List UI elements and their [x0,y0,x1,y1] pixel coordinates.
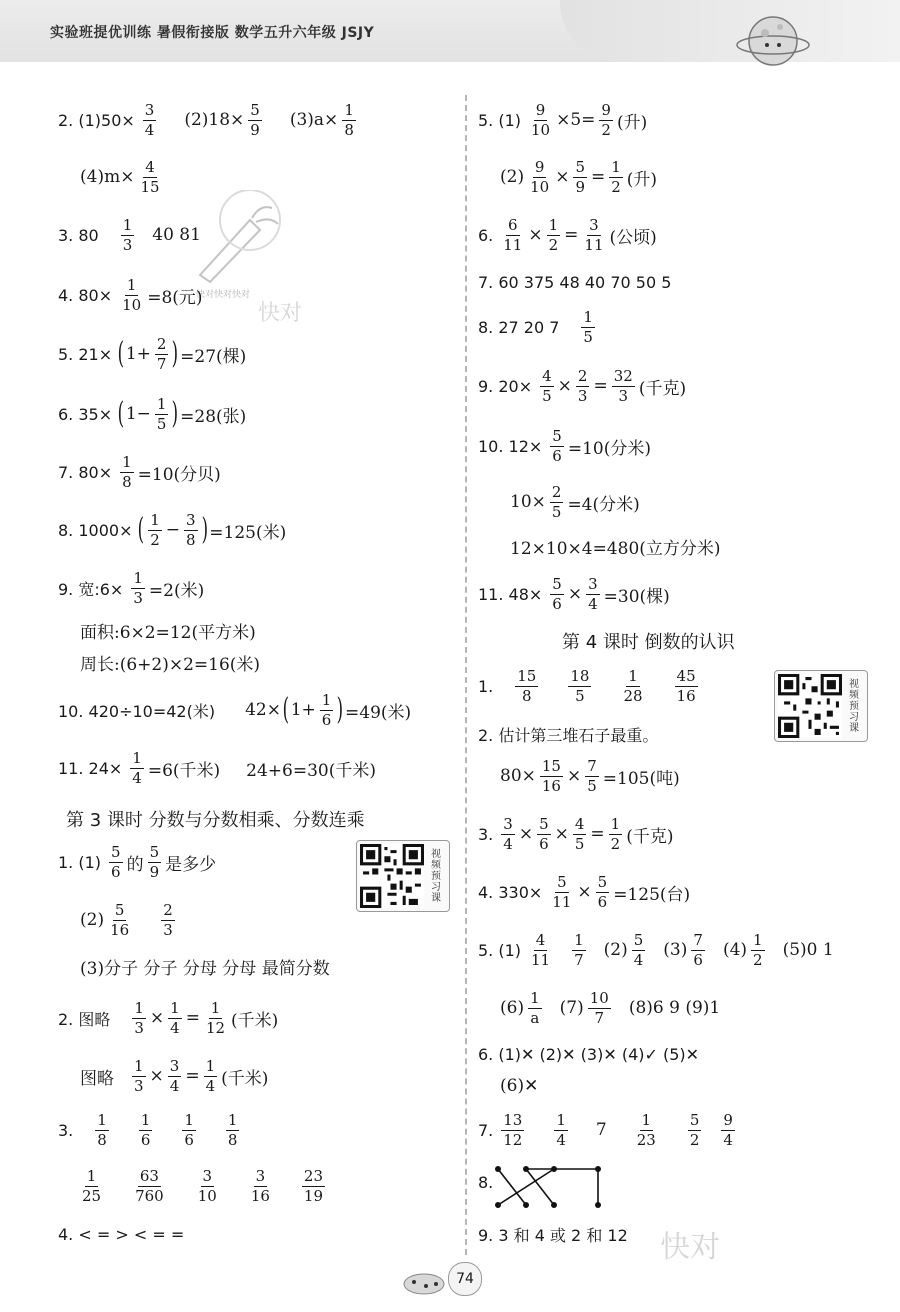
answer-text: (4) [722,940,748,960]
answer-text: × [554,824,569,844]
fraction: $\frac{1}{28}$ [623,666,643,705]
fraction: $\frac{3}{8}$ [186,510,196,549]
answer-text: 5. (1) [478,940,522,960]
fraction: $\frac{1}{7}$ [574,930,584,969]
answer-text: =125(台) [613,884,691,905]
answer-text: 7 [595,1120,607,1140]
fraction: $\frac{45}{16}$ [676,666,696,705]
answer-text: (6) [500,998,525,1018]
answer-text: 3. [58,1120,74,1140]
answer-text: (8)6 9 (9)1 [628,998,721,1018]
answer-text: (千米) [231,1010,279,1031]
answer-text: 8. 1000× [58,520,133,540]
s3-answer-1-row-1 [58,840,216,884]
answer-text: (6)✕ [500,1076,539,1096]
answer-11 [58,746,376,790]
fraction: $\frac{5}{6}$ [539,814,549,853]
fraction: $\frac{7}{5}$ [587,756,597,795]
s4-answer-4 [478,870,690,914]
answer-text: = [590,167,606,187]
answer-text: = [590,824,605,844]
answer-text: 24+6=30(千米) [246,760,377,781]
fraction: $\frac{1}{8}$ [344,100,354,139]
fraction: $\frac{15}{8}$ [517,666,537,705]
column-divider [465,95,467,1255]
s4-answer-1 [478,664,700,708]
answer-text: =28(张) [180,406,247,427]
fraction: $\frac{3}{16}$ [250,1166,270,1205]
fraction: $\frac{3}{10}$ [197,1166,217,1205]
answer-text: 8. [478,1172,494,1192]
fraction: $\frac{1}{8}$ [122,452,132,491]
answer-text: × [577,882,592,902]
answer-7 [58,450,221,494]
answer-text: 4. < = > < = = [58,1224,185,1244]
fraction: $\frac{1}{2}$ [611,157,621,196]
answer-text: × [566,766,582,786]
answer-text: (2) [500,167,525,187]
qr-code-icon [360,844,424,908]
answer-text: (2) [603,940,628,960]
fraction: $\frac{10}{7}$ [589,988,609,1027]
answer-text: 图略 [80,1068,114,1089]
s4-answer-2-calc [500,754,680,798]
s3-answer-1-row-3 [80,944,330,988]
s3-answer-4 [58,1212,188,1256]
page-number: 74 [448,1262,482,1296]
fraction: $\frac{2}{3}$ [577,366,588,405]
answer-text: (3)a× [289,110,339,130]
r-answer-10-row-1 [478,424,651,468]
fraction: $\frac{5}{11}$ [552,872,572,911]
fraction: $\frac{4}{5}$ [574,814,585,853]
answer-text: (5)0 1 [782,940,834,960]
answer-text: =6(千米) [147,760,221,781]
fraction: $\frac{5}{6}$ [552,574,562,613]
answer-text: =10(分贝) [137,464,221,485]
answer-text: 2. 图略 [58,1009,111,1029]
fraction: $\frac{5}{9}$ [250,100,260,139]
answer-text: 6. 35× [58,404,113,424]
answer-text: 1+ [125,344,151,364]
answer-text: = [564,225,579,245]
fraction: $\frac{1}{8}$ [227,1110,238,1149]
answer-text: × [149,1066,164,1086]
answer-text: =2(米) [148,580,205,601]
fraction: $\frac{1}{25}$ [82,1166,102,1205]
answer-text: 4. 330× [478,882,543,902]
answer-text: 6. [478,225,494,245]
answer-text: − [165,520,180,540]
answer-text: (4)m× [80,167,135,187]
fraction: $\frac{9}{10}$ [530,157,550,196]
watermark-small: 快对快对快对 [196,290,251,300]
fraction: $\frac{1}{4}$ [132,748,142,787]
fraction: $\frac{3}{4}$ [503,814,513,853]
answer-text: 7. [478,1120,494,1140]
answer-text: 周长:(6+2)×2=16(米) [80,654,261,675]
fraction: $\frac{1}{6}$ [184,1110,194,1149]
answer-text: 9. 3 和 4 或 2 和 12 [478,1225,628,1245]
s3-answer-1-row-2 [80,898,177,942]
fraction: $\frac{1}{4}$ [205,1056,216,1095]
fraction: $\frac{9}{10}$ [531,100,551,139]
fraction: $\frac{23}{19}$ [303,1166,324,1205]
r-answer-5-row-1 [478,98,647,142]
r-answer-9 [478,364,686,408]
answer-9-perimeter [80,640,260,684]
answer-5: 5. 21× ( 1+ $\frac{2}{7}$ ) =27(棵) [58,334,247,373]
fraction: $\frac{3}{4}$ [169,1056,180,1095]
fraction: $\frac{1}{3}$ [122,215,133,254]
fraction: $\frac{1}{5}$ [156,394,167,433]
header-decoration [560,0,900,62]
answer-text: (千米) [221,1068,269,1089]
fraction: $\frac{1}{6}$ [140,1110,151,1149]
answer-text: 6. (1)✕ (2)✕ (3)✕ (4)✓ (5)✕ [478,1044,700,1064]
r-answer-8 [478,305,597,349]
answer-text: × [555,167,570,187]
answer-text: 5. 21× [58,344,113,364]
answer-text: 10× [510,492,546,512]
answer-text: = [185,1008,200,1028]
fraction: $\frac{9}{4}$ [723,1110,733,1149]
answer-text: 5. (1) [478,110,522,130]
s4-answer-3 [478,812,673,856]
answer-text: 11. 24× [58,758,123,778]
answer-text: × [557,376,572,396]
answer-text: 4. 80× [58,285,113,305]
watermark-text: 快对 [258,301,303,326]
answer-10: 10. 420÷10=42(米) 42× ( 1+ $\frac{1}{6}$ ) =49(米) [58,690,412,729]
answer-text: 面积:6×2=12(平方米) [80,622,256,643]
s3-answer-2-row-2 [80,1054,268,1098]
fraction: $\frac{5}{6}$ [552,426,562,465]
answer-text: (公顷) [609,227,657,248]
fraction: $\frac{5}{16}$ [110,900,130,939]
answer-text: (3)分子 分子 分母 分母 最简分数 [80,958,330,979]
answer-text: 80× [500,766,536,786]
fraction: $\frac{1}{3}$ [133,568,143,607]
video-preview-qr-2[interactable] [774,670,868,742]
fraction: $\frac{1}{a}$ [530,988,540,1027]
fraction: $\frac{3}{4}$ [588,574,598,613]
qr-code-icon [778,674,842,738]
fraction: $\frac{5}{4}$ [633,930,644,969]
r-answer-5-row-2 [500,155,657,199]
fraction: $\frac{32}{3}$ [613,366,633,405]
answer-text: × [149,1008,165,1028]
r-answer-10-row-3 [510,524,721,568]
answer-text: 10. 12× [478,436,543,456]
fraction: $\frac{5}{2}$ [689,1110,700,1149]
fraction: $\frac{1}{10}$ [122,275,142,314]
answer-text: (2) [80,910,105,930]
r-answer-11 [478,572,670,616]
s4-answer-5-row-2 [500,986,720,1030]
s4-answer-9 [478,1212,632,1256]
answer-6: 6. 35× ( 1− $\frac{1}{5}$ ) =28(张) [58,394,247,433]
answer-text: 是多少 [165,854,217,875]
answer-text: = [185,1066,200,1086]
video-preview-qr[interactable] [356,840,450,912]
fraction: $\frac{1}{2}$ [548,215,559,254]
s4-answer-7 [478,1108,737,1152]
fraction: $\frac{15}{16}$ [541,756,561,795]
answer-8: 8. 1000× ( $\frac{1}{2}$ − $\frac{3}{8}$ ) =125(米) [58,510,287,549]
answer-text: 9. 宽:6× [58,579,124,599]
book-title: 实验班提优训练 暑假衔接版 数学五升六年级 JSJY [50,25,375,41]
r-answer-7 [478,260,675,304]
planet-icon [735,5,810,75]
fraction: $\frac{2}{7}$ [156,334,167,373]
answer-text: 42× [245,700,281,720]
answer-text: =27(棵) [180,346,247,367]
answer-text: 7. 80× [58,462,113,482]
fraction: $\frac{1}{4}$ [170,998,180,1037]
carrot-watermark-icon [180,190,290,290]
answer-text: (3) [663,940,688,960]
answer-text: 2. 估计第三堆石子最重。 [478,725,659,745]
fraction: $\frac{6}{11}$ [503,215,523,254]
fraction: $\frac{7}{6}$ [693,930,703,969]
answer-text: (升) [616,112,648,133]
qr-label: 视 频 预 习 课 [849,678,859,734]
answer-text: =8(元) [147,287,203,308]
answer-text: =30(棵) [603,586,670,607]
answer-text: (2)18× [184,110,245,130]
r-answer-10-row-2 [510,480,640,524]
answer-2-row-1 [58,98,358,142]
answer-text: × [518,824,534,844]
fraction: $\frac{3}{11}$ [584,215,604,254]
r-answer-6 [478,213,657,257]
fraction: $\frac{18}{5}$ [570,666,590,705]
fraction: $\frac{1}{4}$ [556,1110,566,1149]
fraction: $\frac{1}{5}$ [583,307,593,346]
answer-text: 的 [126,854,144,875]
fraction: $\frac{13}{12}$ [503,1110,523,1149]
page-header [0,0,900,70]
fraction: $\frac{1}{2}$ [610,814,621,853]
answer-text: 11. 48× [478,584,543,604]
s4-answer-2 [478,712,662,756]
answer-9 [58,566,204,610]
fraction: $\frac{5}{6}$ [111,842,121,881]
s3-answer-3-row-2 [78,1164,327,1208]
s3-answer-2-row-1 [58,996,278,1040]
fraction: $\frac{1}{2}$ [150,510,160,549]
fraction: $\frac{4}{11}$ [531,930,551,969]
answer-text: 3. [478,824,494,844]
fraction: $\frac{3}{4}$ [144,100,155,139]
qr-label: 视 频 预 习 课 [431,848,441,904]
watermark-text-2: 快对 [660,1230,720,1265]
s4-answer-5-row-1 [478,928,834,972]
fraction: $\frac{2}{5}$ [551,482,562,521]
answer-text: 1. (1) [58,852,102,872]
fraction: $\frac{1}{3}$ [134,998,144,1037]
answer-text: (千克) [626,826,674,847]
answer-text: =49(米) [345,702,412,723]
fraction: $\frac{2}{3}$ [163,900,173,939]
answer-text: 10. 420÷10=42(米) [58,701,216,721]
answer-text: 1+ [290,700,316,720]
answer-text: 8. 27 20 7 [478,317,560,337]
answer-text: =105(吨) [602,768,680,789]
answer-text: 9. 20× [478,376,533,396]
fraction: $\frac{4}{5}$ [542,366,552,405]
fraction: $\frac{5}{9}$ [149,842,160,881]
fraction: $\frac{1}{3}$ [134,1056,144,1095]
answer-text: (7) [559,998,584,1018]
s4-answer-6-row-2 [500,1064,538,1108]
fish-icon [400,1268,450,1298]
answer-text: 2. (1)50× [58,110,135,130]
answer-text: =10(分米) [567,438,651,459]
answer-text: 40 81 [152,225,201,245]
answer-text: × [528,225,543,245]
fraction: $\frac{1}{6}$ [321,690,332,729]
s3-answer-3-row-1 [58,1108,241,1152]
fraction: $\frac{63}{760}$ [135,1166,164,1205]
answer-text: = [593,376,608,396]
answer-text: ×5= [556,110,596,130]
fraction: $\frac{4}{15}$ [140,157,160,196]
fraction: $\frac{1}{2}$ [753,930,763,969]
matching-diagram [492,1163,612,1211]
answer-text: =125(米) [209,522,287,543]
answer-text: 1− [125,404,151,424]
answer-text: 3. 80 [58,225,99,245]
answer-text: × [567,584,583,604]
answer-text: (升) [626,169,658,190]
answer-text: (千克) [638,378,687,399]
fraction: $\frac{1}{12}$ [205,998,226,1037]
answer-text: 12×10×4=480(立方分米) [510,538,721,559]
fraction: $\frac{9}{2}$ [601,100,611,139]
fraction: $\frac{5}{9}$ [575,157,585,196]
answer-text: =4(分米) [567,494,640,515]
section-3-title: 第 3 课时 分数与分数相乘、分数连乘 [66,810,365,831]
answer-2-row-2 [80,155,164,199]
fraction: $\frac{5}{6}$ [597,872,608,911]
answer-text: 1. [478,676,494,696]
fraction: $\frac{1}{8}$ [97,1110,107,1149]
answer-text: 7. 60 375 48 40 70 50 5 [478,272,672,292]
section-4-title: 第 4 课时 倒数的认识 [562,632,735,653]
fraction: $\frac{1}{23}$ [636,1110,656,1149]
